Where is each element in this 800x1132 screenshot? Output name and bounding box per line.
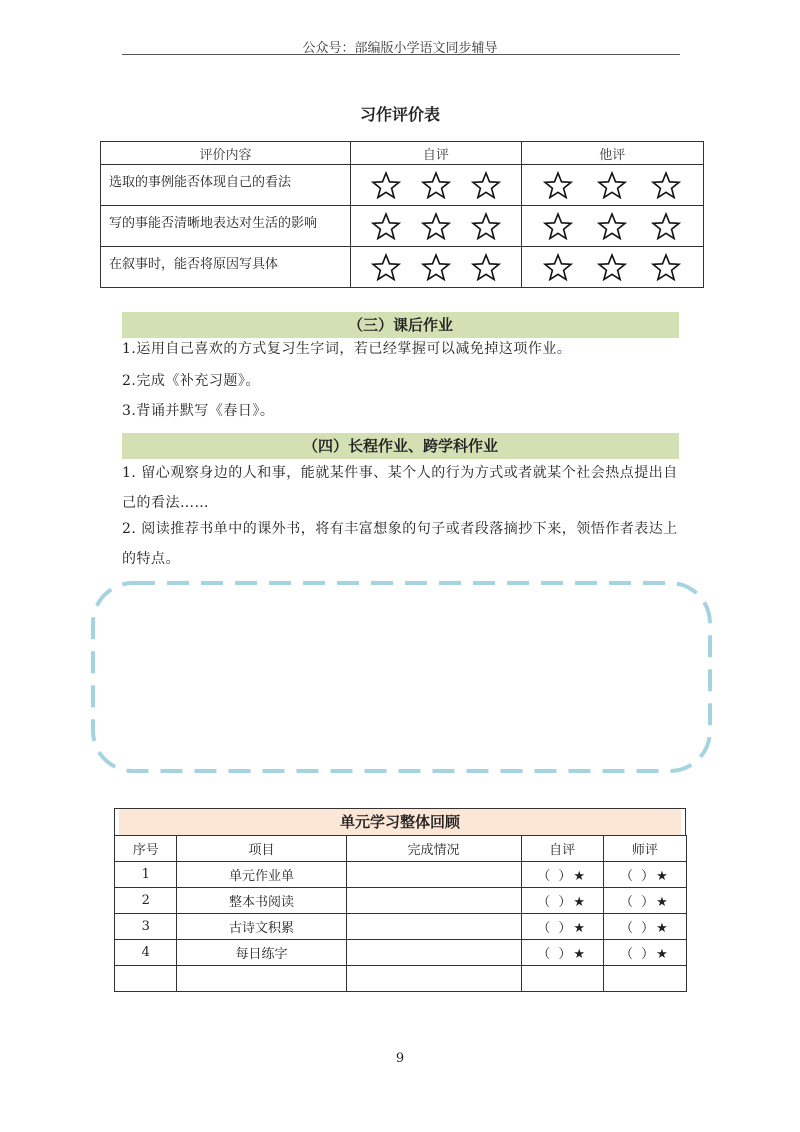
row-item: 古诗文积累 — [177, 914, 346, 940]
row-teacher-rating[interactable]: （ ）★ — [603, 862, 686, 888]
row-self-rating[interactable]: （ ）★ — [521, 888, 603, 914]
eval-row — [101, 165, 704, 206]
evaluation-table — [100, 141, 704, 288]
col-header-item: 项目 — [177, 836, 346, 862]
row-status[interactable] — [346, 862, 521, 888]
star-icon[interactable] — [471, 171, 501, 199]
self-rating-stars[interactable] — [351, 247, 520, 287]
eval-row — [101, 247, 704, 288]
eval-row — [101, 206, 704, 247]
homework-heading: （三）课后作业 — [122, 312, 679, 338]
star-icon[interactable] — [371, 253, 401, 281]
row-item: 每日练字 — [177, 940, 346, 966]
col-header-content: 评价内容 — [101, 142, 351, 165]
star-icon[interactable] — [421, 253, 451, 281]
row-self-rating[interactable]: （ ）★ — [521, 940, 603, 966]
evaluation-title: 习作评价表 — [359, 105, 440, 124]
row-status[interactable] — [346, 914, 521, 940]
row-number: 4 — [115, 940, 177, 966]
col-header-teacher: 师评 — [603, 836, 686, 862]
row-item: 单元作业单 — [177, 862, 346, 888]
review-title: 单元学习整体回顾 — [119, 809, 681, 835]
row-self-rating[interactable]: （ ）★ — [521, 862, 603, 888]
long-term-heading: （四）长程作业、跨学科作业 — [122, 433, 679, 459]
star-icon[interactable] — [471, 212, 501, 240]
col-header-self: 自评 — [351, 142, 521, 165]
row-item: 整本书阅读 — [177, 888, 346, 914]
row-self-rating[interactable]: （ ）★ — [521, 914, 603, 940]
star-icon[interactable] — [597, 171, 627, 199]
star-icon[interactable] — [651, 253, 681, 281]
table-row-empty — [115, 966, 687, 992]
row-teacher-rating[interactable]: （ ）★ — [603, 888, 686, 914]
star-icon[interactable] — [421, 171, 451, 199]
review-section — [114, 808, 686, 992]
star-icon[interactable] — [543, 253, 573, 281]
row-status[interactable] — [346, 940, 521, 966]
row-status[interactable] — [346, 888, 521, 914]
row-teacher-rating[interactable]: （ ）★ — [603, 914, 686, 940]
page-header: 公众号：部编版小学语文同步辅导 — [302, 41, 498, 56]
eval-content: 写的事能否清晰地表达对生活的影响 — [101, 206, 351, 247]
star-icon[interactable] — [421, 212, 451, 240]
eval-content: 在叙事时，能否将原因写具体 — [101, 247, 351, 288]
table-row — [115, 888, 687, 914]
star-icon[interactable] — [543, 212, 573, 240]
homework-item: 3.背诵并默写《春日》。 — [122, 403, 275, 419]
long-term-item: 2. 阅读推荐书单中的课外书，将有丰富想象的句子或者段落摘抄下来，领悟作者表达上的特点。 — [122, 521, 678, 567]
page-number: 9 — [395, 1051, 405, 1066]
peer-rating-stars[interactable] — [522, 206, 703, 246]
col-header-number: 序号 — [115, 836, 177, 862]
row-teacher-rating[interactable]: （ ）★ — [603, 940, 686, 966]
star-icon[interactable] — [597, 253, 627, 281]
row-number: 3 — [115, 914, 177, 940]
star-icon[interactable] — [597, 212, 627, 240]
star-icon[interactable] — [371, 171, 401, 199]
row-number: 1 — [115, 862, 177, 888]
dashed-border — [93, 583, 710, 771]
long-term-item: 1. 留心观察身边的人和事，能就某件事、某个人的行为方式或者就某个社会热点提出自己的看法…… — [122, 465, 678, 511]
review-table — [114, 835, 687, 992]
col-header-status: 完成情况 — [346, 836, 521, 862]
table-row — [115, 914, 687, 940]
star-icon[interactable] — [471, 253, 501, 281]
col-header-self: 自评 — [521, 836, 603, 862]
star-icon[interactable] — [543, 171, 573, 199]
col-header-peer: 他评 — [521, 142, 703, 165]
homework-item: 1.运用自己喜欢的方式复习生字词，若已经掌握可以减免掉这项作业。 — [122, 341, 572, 357]
header-divider — [122, 54, 680, 55]
star-icon[interactable] — [651, 171, 681, 199]
table-row — [115, 862, 687, 888]
eval-content: 选取的事例能否体现自己的看法 — [101, 165, 351, 206]
table-row — [115, 940, 687, 966]
row-number: 2 — [115, 888, 177, 914]
self-rating-stars[interactable] — [351, 206, 520, 246]
peer-rating-stars[interactable] — [522, 247, 703, 287]
homework-item: 2.完成《补充习题》。 — [122, 373, 260, 389]
star-icon[interactable] — [371, 212, 401, 240]
writing-area-box[interactable] — [90, 580, 714, 776]
peer-rating-stars[interactable] — [522, 165, 703, 205]
self-rating-stars[interactable] — [351, 165, 520, 205]
star-icon[interactable] — [651, 212, 681, 240]
